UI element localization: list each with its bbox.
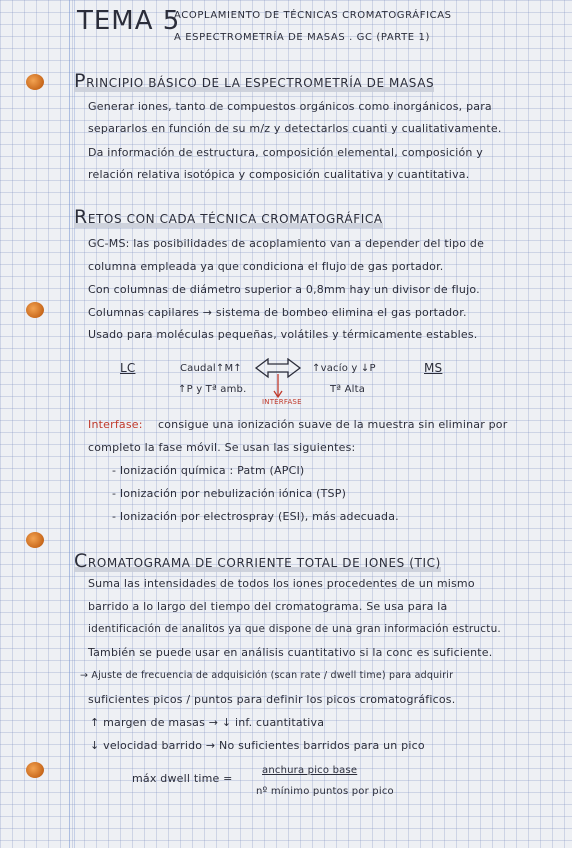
section-2-line: Columnas capilares → sistema de bombeo elimina el gas portador.	[88, 306, 467, 319]
lc-conditions-bottom: ↑P y Tª amb.	[178, 384, 247, 395]
section-2-line: Con columnas de diámetro superior a 0,8mm hay un divisor de flujo.	[88, 283, 480, 296]
interfase-label: Interfase:	[88, 418, 143, 431]
ionization-item: - Ionización química : Patm (APCI)	[112, 464, 305, 477]
header-line-2: A ESPECTROMETRÍA DE MASAS . GC (PARTE 1)	[174, 32, 430, 43]
section-3-line: También se puede usar en análisis cuantitativo si la conc es suficiente.	[88, 646, 493, 659]
section-3-title: CROMATOGRAMA DE CORRIENTE TOTAL DE IONES (TIC)	[74, 550, 441, 572]
section-2-line: GC-MS: las posibilidades de acoplamiento van a depender del tipo de	[88, 237, 485, 250]
topic-title: TEMA 5	[77, 6, 181, 36]
section-1-line: relación relativa isotópica y composición cualitativa y cuantitativa.	[88, 168, 470, 181]
section-1-line: Generar iones, tanto de compuestos orgánicos como inorgánicos, para	[88, 100, 492, 113]
interfase-text: consigue una ionización suave de la muestra sin eliminar por	[158, 418, 508, 431]
section-1-line: Da información de estructura, composición elemental, composición y	[88, 146, 484, 159]
section-2-line: columna empleada ya que condiciona el flujo de gas portador.	[88, 260, 444, 273]
formula-denominator: nº mínimo puntos por pico	[256, 786, 394, 797]
interfase-text-2: completo la fase móvil. Se usan las siguientes:	[88, 441, 356, 454]
section-2-title: RETOS CON CADA TÉCNICA CROMATOGRÁFICA	[74, 206, 383, 228]
interfase-small-label: INTERFASE	[262, 398, 302, 406]
formula-left: máx dwell time =	[132, 772, 233, 785]
margin-line	[69, 0, 70, 848]
margin-line-secondary	[74, 0, 75, 848]
ms-conditions-top: ↑vacío y ↓P	[312, 363, 376, 374]
ms-conditions-bottom: Tª Alta	[330, 384, 366, 395]
binder-hole	[26, 74, 44, 90]
binder-hole	[26, 762, 44, 778]
lc-conditions-top: Caudal↑M↑	[180, 363, 242, 374]
section-3-line: identificación de analitos ya que dispone de una gran información estructu.	[88, 623, 501, 635]
section-2-line: Usado para moléculas pequeñas, volátiles y térmicamente estables.	[88, 328, 478, 341]
ms-label: MS	[424, 361, 443, 375]
binder-hole	[26, 532, 44, 548]
section-1-line: separarlos en función de su m/z y detectarlos cuanti y cualitativamente.	[88, 122, 502, 135]
section-3-line: Suma las intensidades de todos los iones procedentes de un mismo	[88, 577, 475, 590]
formula-numerator: anchura pico base	[262, 765, 358, 776]
section-3-line: barrido a lo largo del tiempo del cromatograma. Se usa para la	[88, 600, 448, 613]
section-1-title: PRINCIPIO BÁSICO DE LA ESPECTROMETRÍA DE MASAS	[74, 70, 435, 92]
mass-range-bullet: ↑ margen de masas → ↓ inf. cuantitativa	[90, 716, 325, 729]
binder-hole	[26, 302, 44, 318]
acquisition-adjust-line: → Ajuste de frecuencia de adquisición (scan rate / dwell time) para adquirir	[80, 670, 454, 681]
ionization-item: - Ionización por electrospray (ESI), más adecuada.	[112, 510, 399, 523]
ionization-item: - Ionización por nebulización iónica (TSP)	[112, 487, 347, 500]
acquisition-adjust-line-2: suficientes picos / puntos para definir los picos cromatográficos.	[88, 693, 456, 706]
header-line-1: ACOPLAMIENTO DE TÉCNICAS CROMATOGRÁFICAS	[174, 10, 452, 21]
lc-label: LC	[120, 361, 136, 375]
scan-speed-bullet: ↓ velocidad barrido → No suficientes barridos para un pico	[90, 739, 425, 752]
